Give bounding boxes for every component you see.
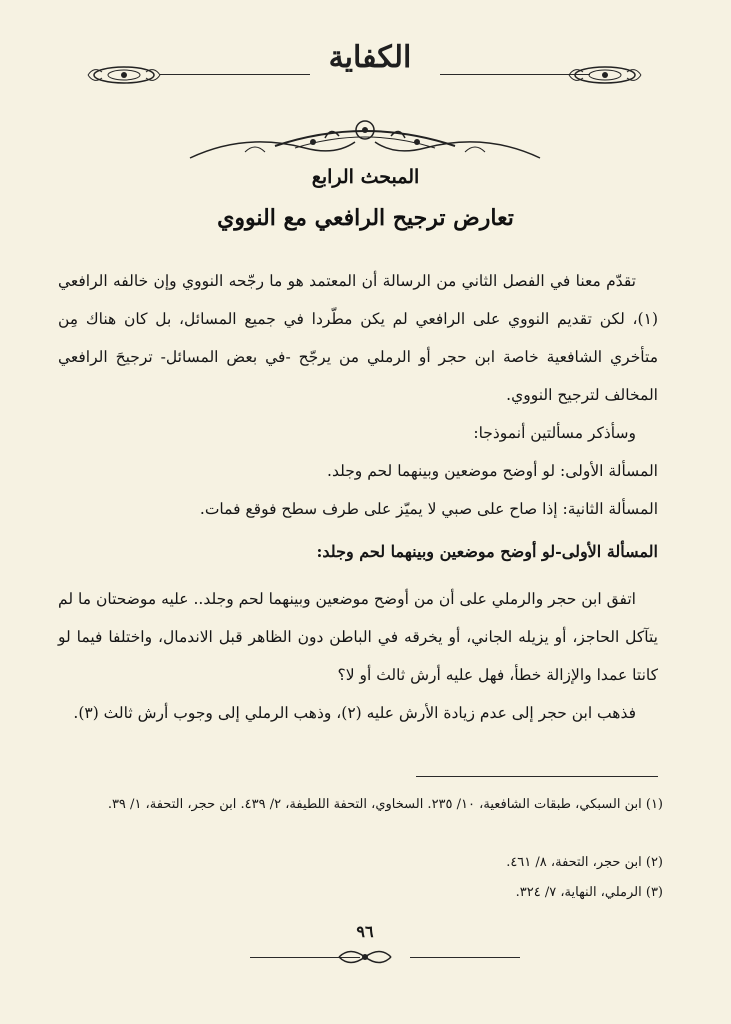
examples-intro-line: وسأذكر مسألتين أنموذجا: xyxy=(473,424,636,442)
footnote-2: (٢) ابن حجر، التحفة، ٨/ ٤٦١. xyxy=(506,855,663,870)
footnote-3: (٣) الرملي، النهاية، ٧/ ٣٢٤. xyxy=(515,885,663,900)
left-flourish-icon xyxy=(84,60,164,90)
paragraph-agreement: اتفق ابن حجر والرملي على أن من أوضح موضعين وبينهما لحم وجلد.. عليه موضحتان ما لم يتآكل الحاجز، أو يزيله الجاني، أو يخرقه في الباطن دون الظاهر قبل الاندمال، واختلفا فيما لو كانتا عمدا والإزالة خطأ، فهل عليه أرش ثالث أو لا؟ xyxy=(58,590,658,684)
section-divider-ornament-icon xyxy=(185,112,545,164)
footnote-separator xyxy=(416,776,658,777)
footer-flourish-icon xyxy=(335,944,395,970)
paragraph-opinions: فذهب ابن حجر إلى عدم زيادة الأرش عليه (٢)، وذهب الرملي إلى وجوب أرش ثالث (٣). xyxy=(73,704,636,722)
footnote-1: (١) ابن السبكي، طبقات الشافعية، ١٠/ ٢٣٥. السخاوي، التحفة اللطيفة، ٢/ ٤٣٩. ابن حجر، التحفة، ١/ ٣٩. xyxy=(107,797,663,812)
question-one-line: المسألة الأولى: لو أوضح موضعين وبينهما لحم وجلد. xyxy=(327,462,658,480)
footer-rule-right xyxy=(410,957,520,958)
running-header-title: الكفاية xyxy=(328,40,412,75)
right-flourish-icon xyxy=(565,60,645,90)
section-title-heading: تعارض ترجيح الرافعي مع النووي xyxy=(217,205,514,231)
page-number: ٩٦ xyxy=(356,922,374,941)
question-two-line: المسألة الثانية: إذا صاح على صبي لا يميّز على طرف سطح فوقع فمات. xyxy=(199,500,658,518)
paragraph-intro: تقدّم معنا في الفصل الثاني من الرسالة أن المعتمد هو ما رجّحه النووي وإن خالفه الرافعي (١)، لكن تقديم النووي على الرافعي لم يكن مطّردا في جميع المسائل، بل كان هناك مِن متأخري الشافعية خاصة ابن حجر أو الرملي من يرجّح -في بعض المسائل- ترجيحَ الرافعي المخالف لترجيح النووي. xyxy=(58,272,658,404)
section-number-heading: المبحث الرابع xyxy=(311,166,420,188)
question-one-subheading: المسألة الأولى-لو أوضح موضعين وبينهما لحم وجلد: xyxy=(316,542,658,561)
header-rule-left xyxy=(160,74,310,75)
